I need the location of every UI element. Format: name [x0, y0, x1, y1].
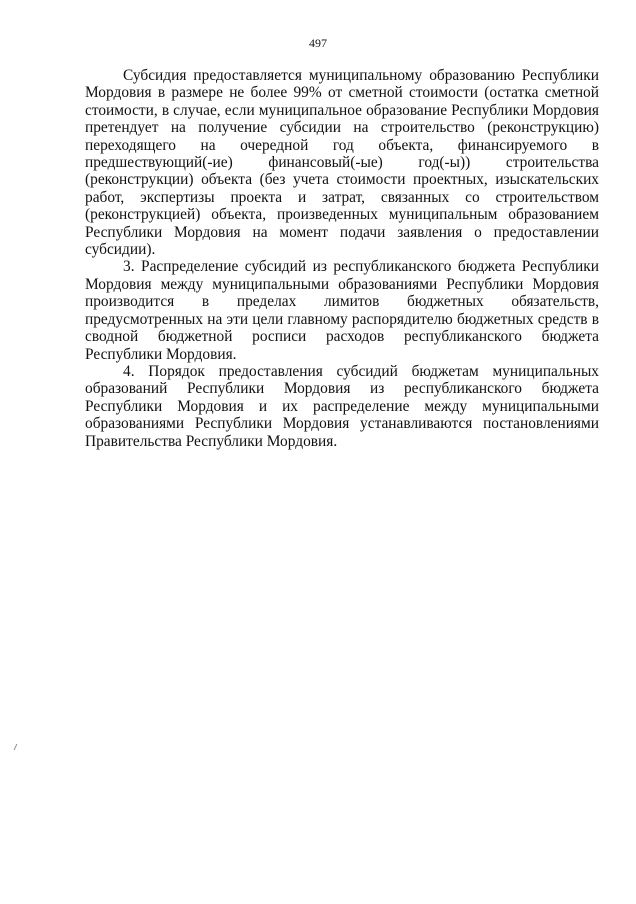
page-number: 497: [309, 36, 327, 50]
paragraph-3-distribution: 3. Распределение субсидий из республиканского бюджета Республики Мордовия между муниципальными образованиями Республики Мордовия производится в пределах лимитов бюджетных обязательств, предусмотренных на эти цели главному распорядителю бюджетных средств в сводной бюджетной росписи расходов республиканского бюджета Республики Мордовия.: [85, 258, 599, 363]
paragraph-subsidy-amount: Субсидия предоставляется муниципальному образованию Республики Мордовия в размере не более 99% от сметной стоимости (остатка сметной стоимости, в случае, если муниципальное образование Республики Мордовия претендует на получение субсидии на строительство (реконструкцию) переходящего на очередной год объекта, финансируемого в предшествующий(-ие) финансовый(-ые) год(-ы)) строительства (реконструкции) объекта (без учета стоимости проектных, изыскательских работ, экспертизы проекта и затрат, связанных со строительством (реконструкцией) объекта, произведенных муниципальным образованием Республики Мордовия на момент подачи заявления о предоставлении субсидии).: [85, 67, 599, 259]
scan-artifact-mark: [14, 744, 22, 750]
paragraph-4-procedure: 4. Порядок предоставления субсидий бюджетам муниципальных образований Республики Мордовия из республиканского бюджета Республики Мордовия и их распределение между муниципальными образованиями Республики Мордовия устанавливаются постановлениями Правительства Республики Мордовия.: [85, 362, 599, 450]
document-body: [85, 67, 599, 450]
